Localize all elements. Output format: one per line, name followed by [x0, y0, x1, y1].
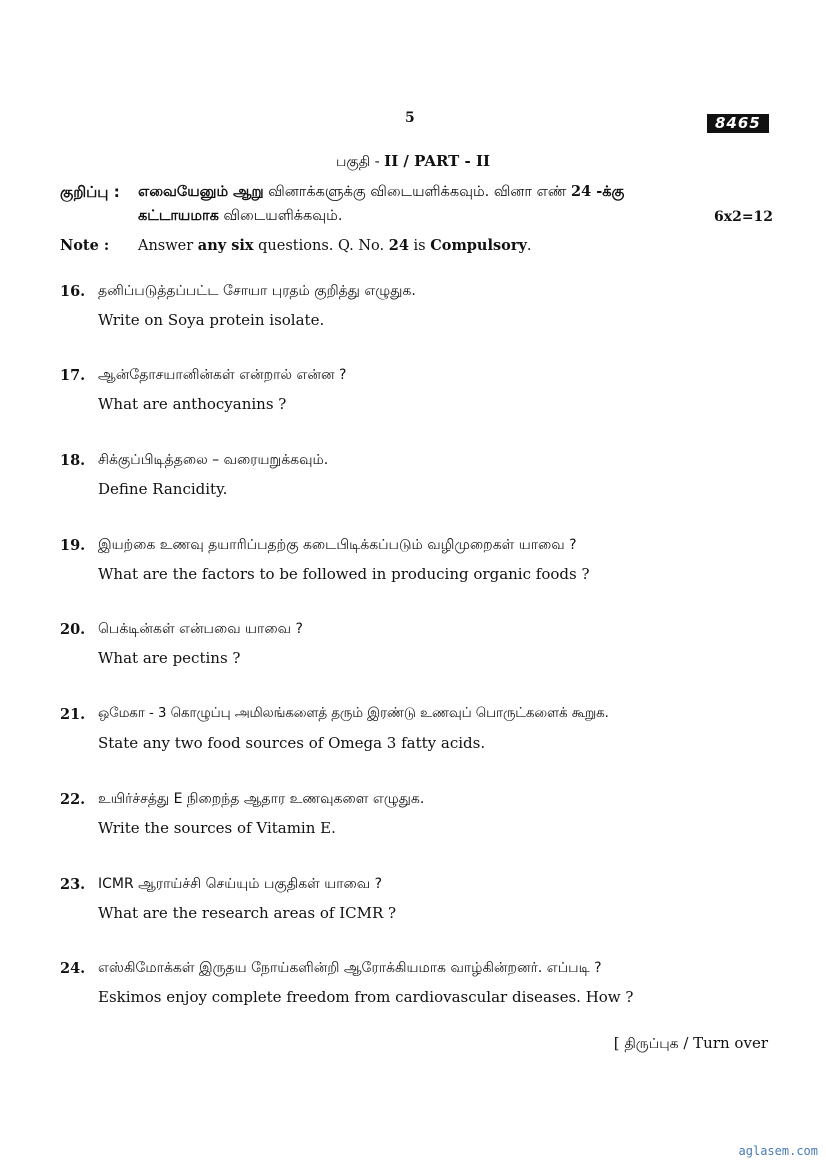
question-number: 24.: [60, 960, 86, 977]
instruction-text: வினாக்களுக்கு விடையளிக்கவும். வினா எண்: [263, 184, 571, 200]
instruction-question-number: 24: [570, 183, 592, 200]
question-text-english: What are the research areas of ICMR ?: [98, 904, 397, 922]
instruction-line-1: [138, 183, 624, 202]
question-text-tamil: உயிர்ச்சத்து E நிறைந்த ஆதார உணவுகளை எழுதுக.: [98, 791, 425, 807]
instruction-line-2: [138, 208, 342, 226]
question-text-english: What are pectins ?: [98, 649, 241, 667]
instruction-bold-any-six: எவையேனும் ஆறு: [138, 184, 264, 200]
turn-over-tamil: திருப்புக: [624, 1036, 679, 1052]
turn-over-bracket: [: [613, 1034, 625, 1052]
note-compulsory: Compulsory: [430, 237, 527, 254]
question-text-english: What are the factors to be followed in producing organic foods ?: [98, 565, 590, 583]
instruction-label: குறிப்பு :: [60, 183, 120, 201]
question-number: 16.: [60, 283, 86, 300]
question-text-english: What are anthocyanins ?: [98, 395, 287, 413]
turn-over-note: [614, 1034, 768, 1054]
part-title: [0, 152, 826, 172]
note-part: Answer: [138, 238, 198, 254]
marks-allocation: 6x2=12: [714, 209, 774, 225]
paper-code-badge: 8465: [707, 114, 769, 133]
question-text-tamil: இயற்கை உணவு தயாரிப்பதற்கு கடைபிடிக்கப்படும் வழிமுறைகள் யாவை ?: [98, 537, 577, 553]
question-number: 20.: [60, 621, 86, 638]
question-text-tamil: ஒமேகா - 3 கொழுப்பு அமிலங்களைத் தரும் இரண்டு உணவுப் பொருட்களைக் கூறுக.: [98, 706, 609, 721]
question-text-english: Eskimos enjoy complete freedom from cardiovascular diseases. How ?: [98, 988, 634, 1006]
page-number: 5: [405, 110, 415, 126]
question-text-tamil: எஸ்கிமோக்கள் இருதய நோய்களின்றி ஆரோக்கியமாக வாழ்கின்றனர். எப்படி ?: [98, 960, 602, 976]
question-number: 23.: [60, 876, 86, 893]
part-title-english: II / PART - II: [384, 152, 491, 170]
question-number: 19.: [60, 537, 86, 554]
question-text-tamil: சிக்குப்பிடித்தலை – வரையறுக்கவும்.: [98, 452, 329, 468]
note-text: [138, 237, 532, 254]
instruction-text-2: விடையளிக்கவும்.: [218, 208, 343, 224]
note-any-six: any six: [197, 237, 254, 254]
question-number: 18.: [60, 452, 86, 469]
question-number: 21.: [60, 706, 86, 723]
question-text-tamil: ஆன்தோசயானின்கள் என்றால் என்ன ?: [98, 367, 347, 383]
question-text-english: Define Rancidity.: [98, 480, 228, 498]
note-part: .: [526, 238, 532, 254]
instruction-bold-compulsory: கட்டாயமாக: [138, 208, 219, 224]
question-number: 17.: [60, 367, 86, 384]
instruction-suffix: -க்கு: [591, 184, 625, 200]
part-title-tamil: பகுதி -: [335, 154, 385, 170]
turn-over-english: / Turn over: [678, 1034, 768, 1052]
question-text-tamil: ICMR ஆராய்ச்சி செய்யும் பகுதிகள் யாவை ?: [98, 876, 383, 892]
question-text-tamil: தனிப்படுத்தப்பட்ட சோயா புரதம் குறித்து எழுதுக.: [98, 283, 416, 299]
site-watermark[interactable]: aglasem.com: [738, 1144, 818, 1158]
question-number: 22.: [60, 791, 86, 808]
note-qno: 24: [388, 237, 409, 254]
note-label: Note :: [60, 237, 110, 254]
note-part: questions. Q. No.: [253, 238, 389, 254]
question-text-english: Write the sources of Vitamin E.: [98, 819, 336, 837]
question-text-english: Write on Soya protein isolate.: [98, 311, 325, 329]
question-text-english: State any two food sources of Omega 3 fatty acids.: [98, 734, 486, 752]
note-part: is: [408, 238, 431, 254]
question-text-tamil: பெக்டின்கள் என்பவை யாவை ?: [98, 621, 303, 637]
